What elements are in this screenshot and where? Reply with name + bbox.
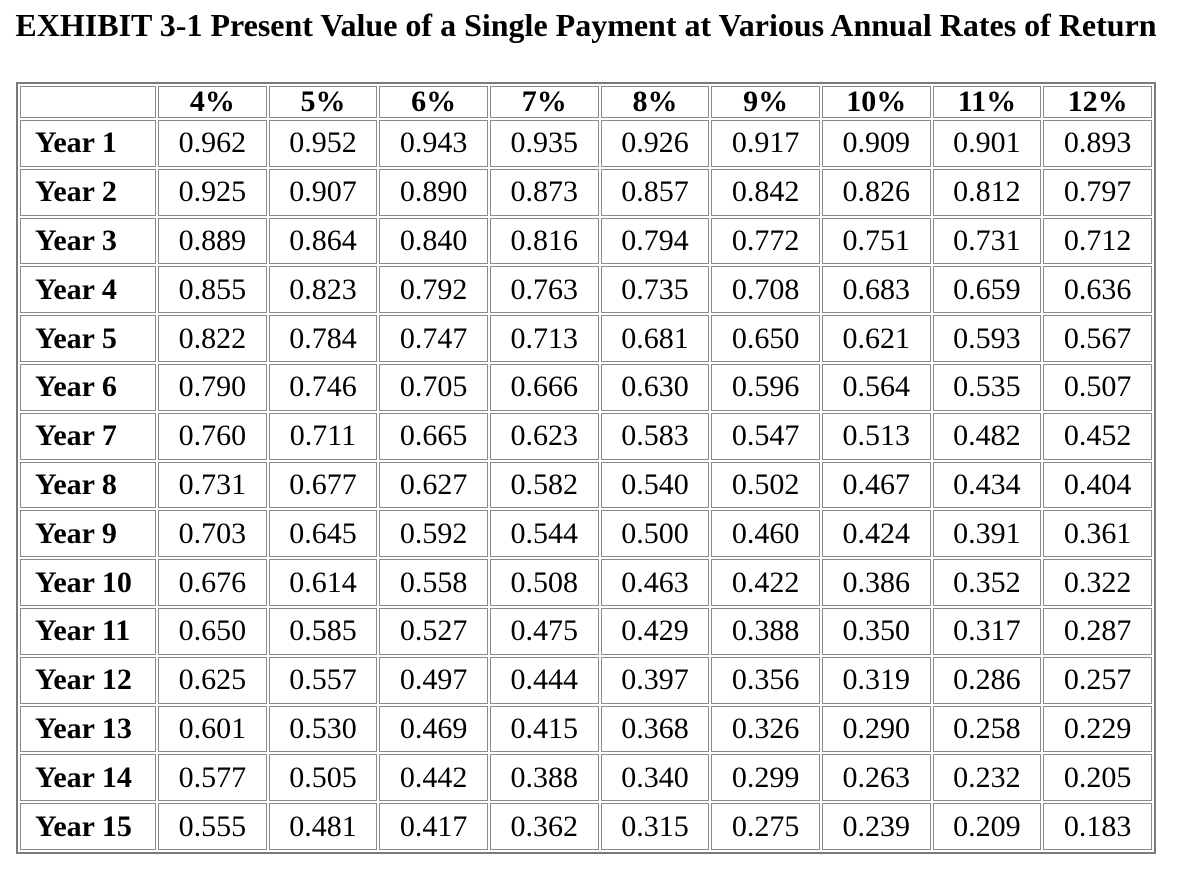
- pv-factor-cell: 0.636: [1043, 266, 1152, 313]
- pv-factor-cell: 0.502: [711, 462, 820, 509]
- rate-header: 4%: [158, 86, 267, 118]
- year-label: Year 4: [20, 266, 156, 313]
- pv-factor-cell: 0.683: [822, 266, 931, 313]
- rate-header: 12%: [1043, 86, 1152, 118]
- year-label: Year 13: [20, 706, 156, 753]
- pv-factor-cell: 0.205: [1043, 754, 1152, 801]
- pv-factor-cell: 0.547: [711, 413, 820, 460]
- pv-factor-cell: 0.397: [601, 657, 710, 704]
- pv-factor-cell: 0.527: [379, 608, 488, 655]
- pv-factor-cell: 0.625: [158, 657, 267, 704]
- pv-factor-cell: 0.650: [158, 608, 267, 655]
- pv-factor-cell: 0.925: [158, 169, 267, 216]
- year-label: Year 10: [20, 559, 156, 606]
- pv-factor-cell: 0.893: [1043, 120, 1152, 167]
- pv-factor-cell: 0.315: [601, 803, 710, 850]
- pv-factor-cell: 0.666: [490, 364, 599, 411]
- table-row: [20, 803, 1152, 850]
- pv-factor-cell: 0.258: [933, 706, 1042, 753]
- pv-factor-cell: 0.823: [269, 266, 378, 313]
- pv-factor-cell: 0.415: [490, 706, 599, 753]
- present-value-table: [16, 82, 1156, 854]
- table-row: [20, 169, 1152, 216]
- table-row: [20, 364, 1152, 411]
- year-label: Year 11: [20, 608, 156, 655]
- pv-factor-cell: 0.577: [158, 754, 267, 801]
- pv-factor-cell: 0.816: [490, 218, 599, 265]
- table-row: [20, 706, 1152, 753]
- pv-factor-cell: 0.326: [711, 706, 820, 753]
- pv-factor-cell: 0.386: [822, 559, 931, 606]
- exhibit-title: EXHIBIT 3-1 Present Value of a Single Payment at Various Annual Rates of Return: [15, 7, 1157, 43]
- pv-factor-cell: 0.452: [1043, 413, 1152, 460]
- pv-factor-cell: 0.463: [601, 559, 710, 606]
- pv-factor-cell: 0.508: [490, 559, 599, 606]
- pv-factor-cell: 0.209: [933, 803, 1042, 850]
- pv-factor-cell: 0.434: [933, 462, 1042, 509]
- year-label: Year 8: [20, 462, 156, 509]
- pv-factor-cell: 0.901: [933, 120, 1042, 167]
- table-row: [20, 413, 1152, 460]
- pv-factor-cell: 0.822: [158, 315, 267, 362]
- pv-factor-cell: 0.926: [601, 120, 710, 167]
- pv-factor-cell: 0.784: [269, 315, 378, 362]
- pv-factor-cell: 0.890: [379, 169, 488, 216]
- pv-factor-cell: 0.368: [601, 706, 710, 753]
- year-label: Year 7: [20, 413, 156, 460]
- pv-factor-cell: 0.952: [269, 120, 378, 167]
- year-label: Year 12: [20, 657, 156, 704]
- pv-factor-cell: 0.630: [601, 364, 710, 411]
- pv-factor-cell: 0.460: [711, 510, 820, 557]
- pv-factor-cell: 0.826: [822, 169, 931, 216]
- pv-factor-cell: 0.763: [490, 266, 599, 313]
- pv-factor-cell: 0.593: [933, 315, 1042, 362]
- pv-factor-cell: 0.388: [490, 754, 599, 801]
- year-label: Year 3: [20, 218, 156, 265]
- pv-factor-cell: 0.592: [379, 510, 488, 557]
- pv-factor-cell: 0.760: [158, 413, 267, 460]
- table-row: [20, 657, 1152, 704]
- pv-factor-cell: 0.322: [1043, 559, 1152, 606]
- pv-factor-cell: 0.792: [379, 266, 488, 313]
- pv-factor-cell: 0.287: [1043, 608, 1152, 655]
- pv-factor-cell: 0.286: [933, 657, 1042, 704]
- pv-factor-cell: 0.708: [711, 266, 820, 313]
- pv-factor-cell: 0.391: [933, 510, 1042, 557]
- pv-factor-cell: 0.585: [269, 608, 378, 655]
- pv-factor-cell: 0.601: [158, 706, 267, 753]
- table-row: [20, 510, 1152, 557]
- pv-factor-cell: 0.299: [711, 754, 820, 801]
- pv-factor-cell: 0.842: [711, 169, 820, 216]
- table-row: [20, 754, 1152, 801]
- pv-factor-cell: 0.567: [1043, 315, 1152, 362]
- pv-factor-cell: 0.711: [269, 413, 378, 460]
- pv-factor-cell: 0.340: [601, 754, 710, 801]
- year-label: Year 2: [20, 169, 156, 216]
- year-label: Year 5: [20, 315, 156, 362]
- pv-factor-cell: 0.797: [1043, 169, 1152, 216]
- table-row: [20, 315, 1152, 362]
- pv-factor-cell: 0.790: [158, 364, 267, 411]
- rate-header: 10%: [822, 86, 931, 118]
- pv-factor-cell: 0.596: [711, 364, 820, 411]
- pv-factor-cell: 0.388: [711, 608, 820, 655]
- pv-factor-cell: 0.659: [933, 266, 1042, 313]
- table-row: [20, 462, 1152, 509]
- pv-factor-cell: 0.564: [822, 364, 931, 411]
- pv-factor-cell: 0.290: [822, 706, 931, 753]
- rate-header: 8%: [601, 86, 710, 118]
- pv-factor-cell: 0.535: [933, 364, 1042, 411]
- pv-factor-cell: 0.557: [269, 657, 378, 704]
- header-row: [20, 86, 1152, 118]
- year-label: Year 14: [20, 754, 156, 801]
- corner-cell: [20, 86, 156, 118]
- rate-header: 7%: [490, 86, 599, 118]
- pv-factor-cell: 0.582: [490, 462, 599, 509]
- pv-factor-cell: 0.731: [933, 218, 1042, 265]
- pv-factor-cell: 0.356: [711, 657, 820, 704]
- pv-factor-cell: 0.650: [711, 315, 820, 362]
- year-label: Year 1: [20, 120, 156, 167]
- pv-factor-cell: 0.747: [379, 315, 488, 362]
- pv-factor-cell: 0.614: [269, 559, 378, 606]
- pv-factor-cell: 0.665: [379, 413, 488, 460]
- pv-factor-cell: 0.507: [1043, 364, 1152, 411]
- pv-factor-cell: 0.621: [822, 315, 931, 362]
- pv-factor-cell: 0.681: [601, 315, 710, 362]
- pv-factor-cell: 0.751: [822, 218, 931, 265]
- pv-factor-cell: 0.857: [601, 169, 710, 216]
- year-label: Year 9: [20, 510, 156, 557]
- pv-factor-cell: 0.350: [822, 608, 931, 655]
- rate-header: 6%: [379, 86, 488, 118]
- pv-factor-cell: 0.627: [379, 462, 488, 509]
- pv-factor-cell: 0.442: [379, 754, 488, 801]
- pv-factor-cell: 0.703: [158, 510, 267, 557]
- pv-factor-cell: 0.183: [1043, 803, 1152, 850]
- pv-factor-cell: 0.513: [822, 413, 931, 460]
- pv-factor-cell: 0.444: [490, 657, 599, 704]
- pv-factor-cell: 0.505: [269, 754, 378, 801]
- pv-factor-cell: 0.482: [933, 413, 1042, 460]
- pv-factor-cell: 0.497: [379, 657, 488, 704]
- pv-factor-cell: 0.544: [490, 510, 599, 557]
- pv-factor-cell: 0.469: [379, 706, 488, 753]
- pv-factor-cell: 0.746: [269, 364, 378, 411]
- pv-factor-cell: 0.229: [1043, 706, 1152, 753]
- pv-factor-cell: 0.232: [933, 754, 1042, 801]
- pv-factor-cell: 0.772: [711, 218, 820, 265]
- table-body: [20, 120, 1152, 850]
- pv-factor-cell: 0.317: [933, 608, 1042, 655]
- pv-factor-cell: 0.257: [1043, 657, 1152, 704]
- pv-factor-cell: 0.943: [379, 120, 488, 167]
- pv-factor-cell: 0.239: [822, 803, 931, 850]
- pv-factor-cell: 0.889: [158, 218, 267, 265]
- table-row: [20, 266, 1152, 313]
- pv-factor-cell: 0.812: [933, 169, 1042, 216]
- pv-factor-cell: 0.712: [1043, 218, 1152, 265]
- pv-factor-cell: 0.362: [490, 803, 599, 850]
- table-row: [20, 608, 1152, 655]
- table-row: [20, 218, 1152, 265]
- pv-factor-cell: 0.917: [711, 120, 820, 167]
- rate-header: 5%: [269, 86, 378, 118]
- pv-factor-cell: 0.705: [379, 364, 488, 411]
- pv-factor-cell: 0.424: [822, 510, 931, 557]
- pv-factor-cell: 0.481: [269, 803, 378, 850]
- pv-factor-cell: 0.713: [490, 315, 599, 362]
- pv-factor-cell: 0.909: [822, 120, 931, 167]
- pv-factor-cell: 0.855: [158, 266, 267, 313]
- pv-factor-cell: 0.873: [490, 169, 599, 216]
- pv-factor-cell: 0.735: [601, 266, 710, 313]
- pv-factor-cell: 0.623: [490, 413, 599, 460]
- rate-header: 9%: [711, 86, 820, 118]
- pv-factor-cell: 0.540: [601, 462, 710, 509]
- pv-factor-cell: 0.840: [379, 218, 488, 265]
- pv-factor-cell: 0.263: [822, 754, 931, 801]
- table-row: [20, 559, 1152, 606]
- pv-factor-cell: 0.558: [379, 559, 488, 606]
- pv-factor-cell: 0.677: [269, 462, 378, 509]
- pv-factor-cell: 0.475: [490, 608, 599, 655]
- pv-factor-cell: 0.429: [601, 608, 710, 655]
- pv-factor-cell: 0.676: [158, 559, 267, 606]
- pv-factor-cell: 0.935: [490, 120, 599, 167]
- table-row: [20, 120, 1152, 167]
- pv-factor-cell: 0.500: [601, 510, 710, 557]
- pv-factor-cell: 0.319: [822, 657, 931, 704]
- pv-factor-cell: 0.864: [269, 218, 378, 265]
- pv-factor-cell: 0.907: [269, 169, 378, 216]
- pv-factor-cell: 0.645: [269, 510, 378, 557]
- year-label: Year 15: [20, 803, 156, 850]
- pv-factor-cell: 0.417: [379, 803, 488, 850]
- year-label: Year 6: [20, 364, 156, 411]
- pv-factor-cell: 0.583: [601, 413, 710, 460]
- pv-factor-cell: 0.422: [711, 559, 820, 606]
- pv-factor-cell: 0.352: [933, 559, 1042, 606]
- pv-factor-cell: 0.361: [1043, 510, 1152, 557]
- pv-factor-cell: 0.794: [601, 218, 710, 265]
- pv-factor-cell: 0.731: [158, 462, 267, 509]
- pv-factor-cell: 0.275: [711, 803, 820, 850]
- pv-factor-cell: 0.962: [158, 120, 267, 167]
- pv-factor-cell: 0.555: [158, 803, 267, 850]
- pv-factor-cell: 0.404: [1043, 462, 1152, 509]
- pv-factor-cell: 0.530: [269, 706, 378, 753]
- rate-header: 11%: [933, 86, 1042, 118]
- pv-factor-cell: 0.467: [822, 462, 931, 509]
